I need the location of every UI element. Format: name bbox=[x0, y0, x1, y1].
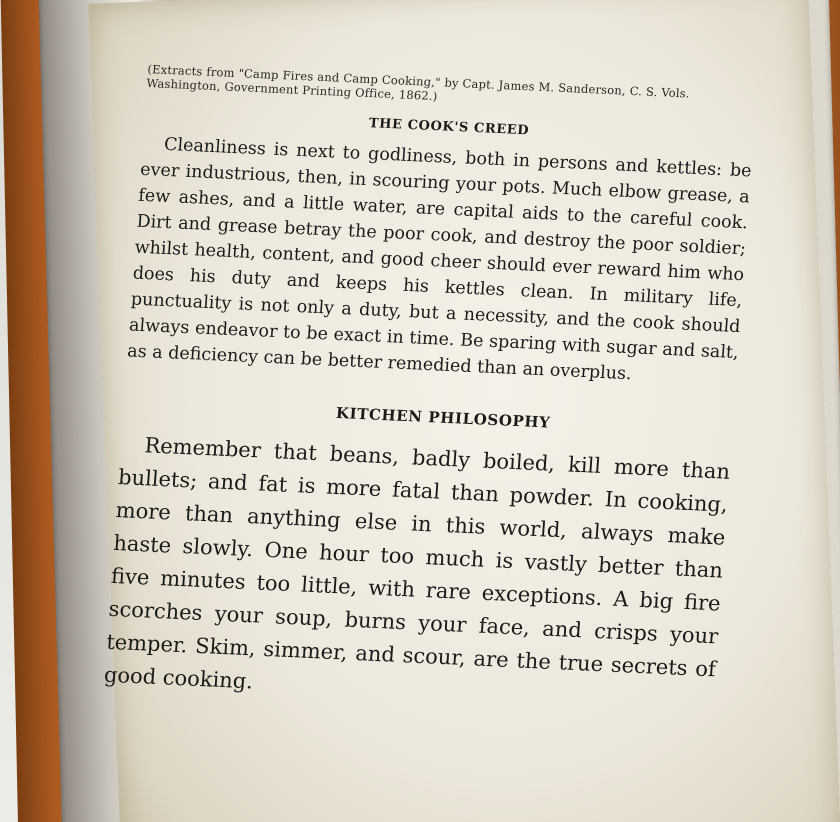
kitchen-philosophy-body: Remember that beans, badly boiled, kill more than bullets; and fat is more fatal than powder. In cooking, more than anything else in this world, always make haste slowly. One hour too much is vastly better than five minutes too little, with rare exceptions. A big fire scorches your soup, burns your face, and crisps your temper. Skim, simmer, and scour, are the true secrets of good cooking. bbox=[103, 433, 731, 694]
printed-text bbox=[103, 62, 758, 719]
extract-source-note: (Extracts from "Camp Fires and Camp Cooking," by Capt. James M. Sanderson, C. S. Vols. Washington, Government Printing Office, 1862.) bbox=[145, 62, 691, 104]
cooks-creed-body: Cleanliness is next to godliness, both in persons and kettles: be ever industrious, then, in scouring your pots. Much elbow grease, a few ashes, and a little water, are capital aids to the careful cook. Dirt and grease betray the poor cook, and destroy the poor soldier; whilst health, content, and good cheer should ever reward him who does his duty and keeps his kettles clean. In military life, punctuality is not only a duty, but a necessity, and the cook should always endeavor to be exact in time. Be sparing with sugar and salt, as a deficiency can be better remedied than an overplus. bbox=[126, 134, 753, 385]
cooks-creed-heading: THE COOK'S CREED bbox=[368, 116, 530, 139]
kitchen-philosophy-heading: KITCHEN PHILOSOPHY bbox=[335, 403, 552, 432]
